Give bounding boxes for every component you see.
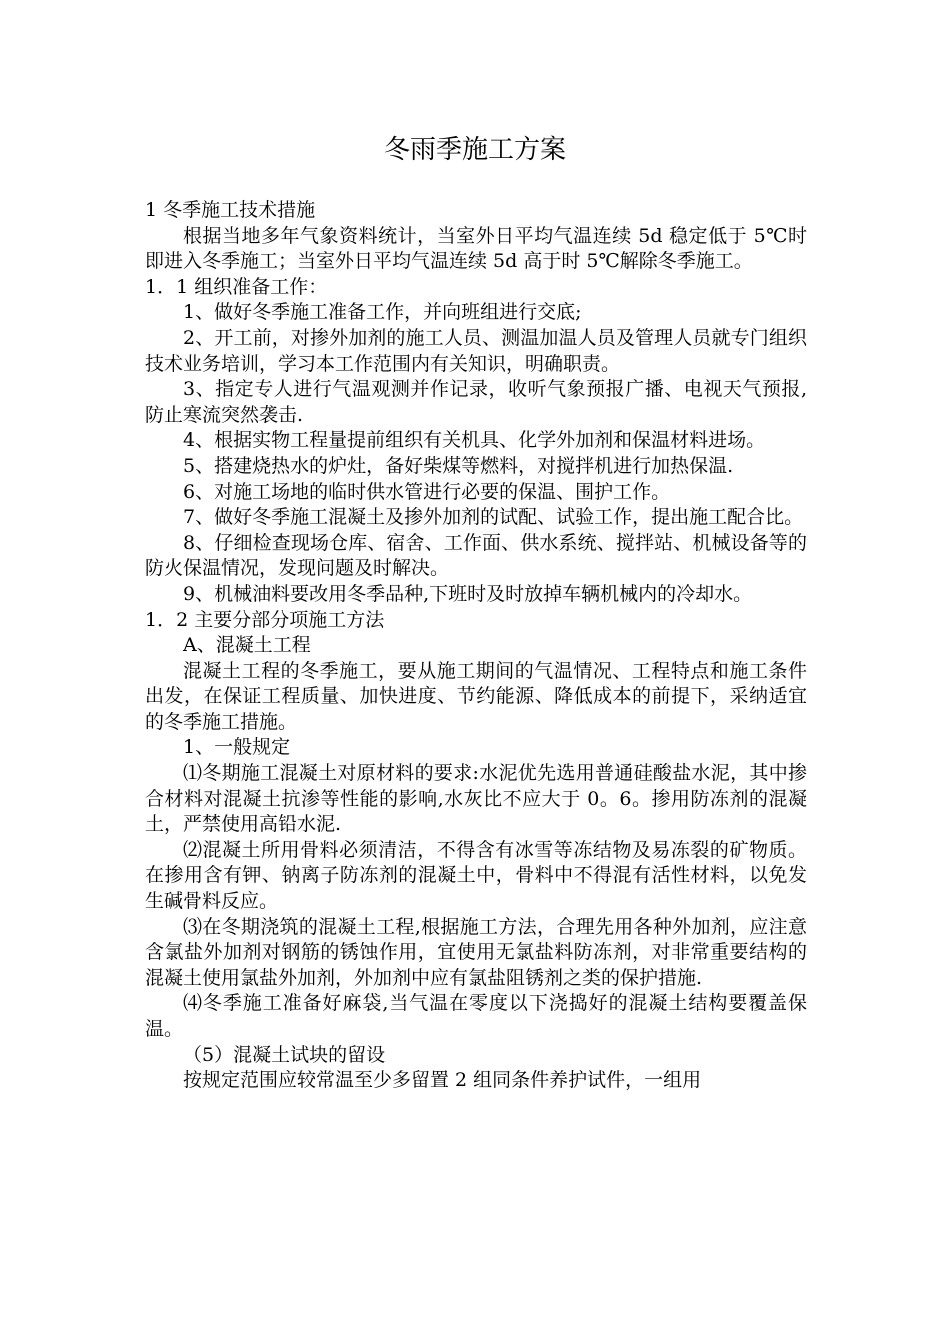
body-paragraph: ⑷冬季施工准备好麻袋,当气温在零度以下浇捣好的混凝土结构要覆盖保温。 [145,992,807,1040]
body-paragraph: 2、开工前，对掺外加剂的施工人员、测温加温人员及管理人员就专门组织技术业务培训，学习本工作范围内有关知识，明确职责。 [145,326,807,375]
body-paragraph: 1、一般规定 [183,736,291,759]
body-paragraph: 按规定范围应较常温至少多留置 2 组同条件养护试件，一组用 [183,1069,702,1092]
section-heading: 1 冬季施工技术措施 [145,199,316,221]
body-paragraph: 5、搭建烧热水的炉灶，备好柴煤等燃料，对搅拌机进行加热保温. [183,454,734,477]
body-paragraph: 根据当地多年气象资料统计，当室外日平均气温连续 5d 稳定低于 5℃时即进入冬季施工；当室外日平均气温连续 5d 高于时 5℃解除冬季施工。 [145,224,807,273]
body-paragraph: A、混凝土工程 [183,634,311,657]
body-paragraph: 3、指定专人进行气温观测并作记录，收听气象预报广播、电视天气预报,防止寒流突然袭击. [145,378,807,426]
section-heading: 1．2 主要分部分项施工方法 [145,608,385,631]
body-paragraph: （5）混凝土试块的留设 [183,1043,386,1066]
body-paragraph: ⑴冬期施工混凝土对原材料的要求:水泥优先选用普通硅酸盐水泥，其中掺合材料对混凝土抗渗等性能的影响,水灰比不应大于 0。6。掺用防冻剂的混凝土，严禁使用高铅水泥. [145,762,807,836]
body-paragraph: 4、根据实物工程量提前组织有关机具、化学外加剂和保温材料进场。 [183,429,766,452]
body-paragraph: 混凝土工程的冬季施工，要从施工期间的气温情况、工程特点和施工条件出发，在保证工程质量、加快进度、节约能源、降低成本的前提下，采纳适宜的冬季施工措施。 [145,659,807,733]
document-title: 冬雨季施工方案 [383,135,566,165]
section-heading: 1．1 组织准备工作： [145,275,328,298]
document-body [145,198,807,1094]
body-paragraph: 7、做好冬季施工混凝土及掺外加剂的试配、试验工作，提出施工配合比。 [183,506,804,529]
body-paragraph: 6、对施工场地的临时供水管进行必要的保温、围护工作。 [183,480,671,503]
body-paragraph: ⑶在冬期浇筑的混凝土工程,根据施工方法，合理先用各种外加剂，应注意含氯盐外加剂对钢筋的锈蚀作用，宜使用无氯盐料防冻剂，对非常重要结构的混凝土使用氯盐外加剂，外加剂中应有氯盐阻锈剂之类的保护措施. [145,915,807,989]
body-paragraph: 9、机械油料要改用冬季品种,下班时及时放掉车辆机械内的冷却水。 [183,582,753,605]
body-paragraph: ⑵混凝土所用骨料必须清洁，不得含有冰雪等冻结物及易冻裂的矿物质。在掺用含有钾、钠离子防冻剂的混凝土中，骨料中不得混有活性材料，以免发生碱骨料反应。 [145,838,807,913]
body-paragraph: 1、做好冬季施工准备工作，并向班组进行交底; [183,301,582,324]
body-paragraph: 8、仔细检查现场仓库、宿舍、工作面、供水系统、搅拌站、机械设备等的防火保温情况，发现问题及时解决。 [145,531,807,580]
